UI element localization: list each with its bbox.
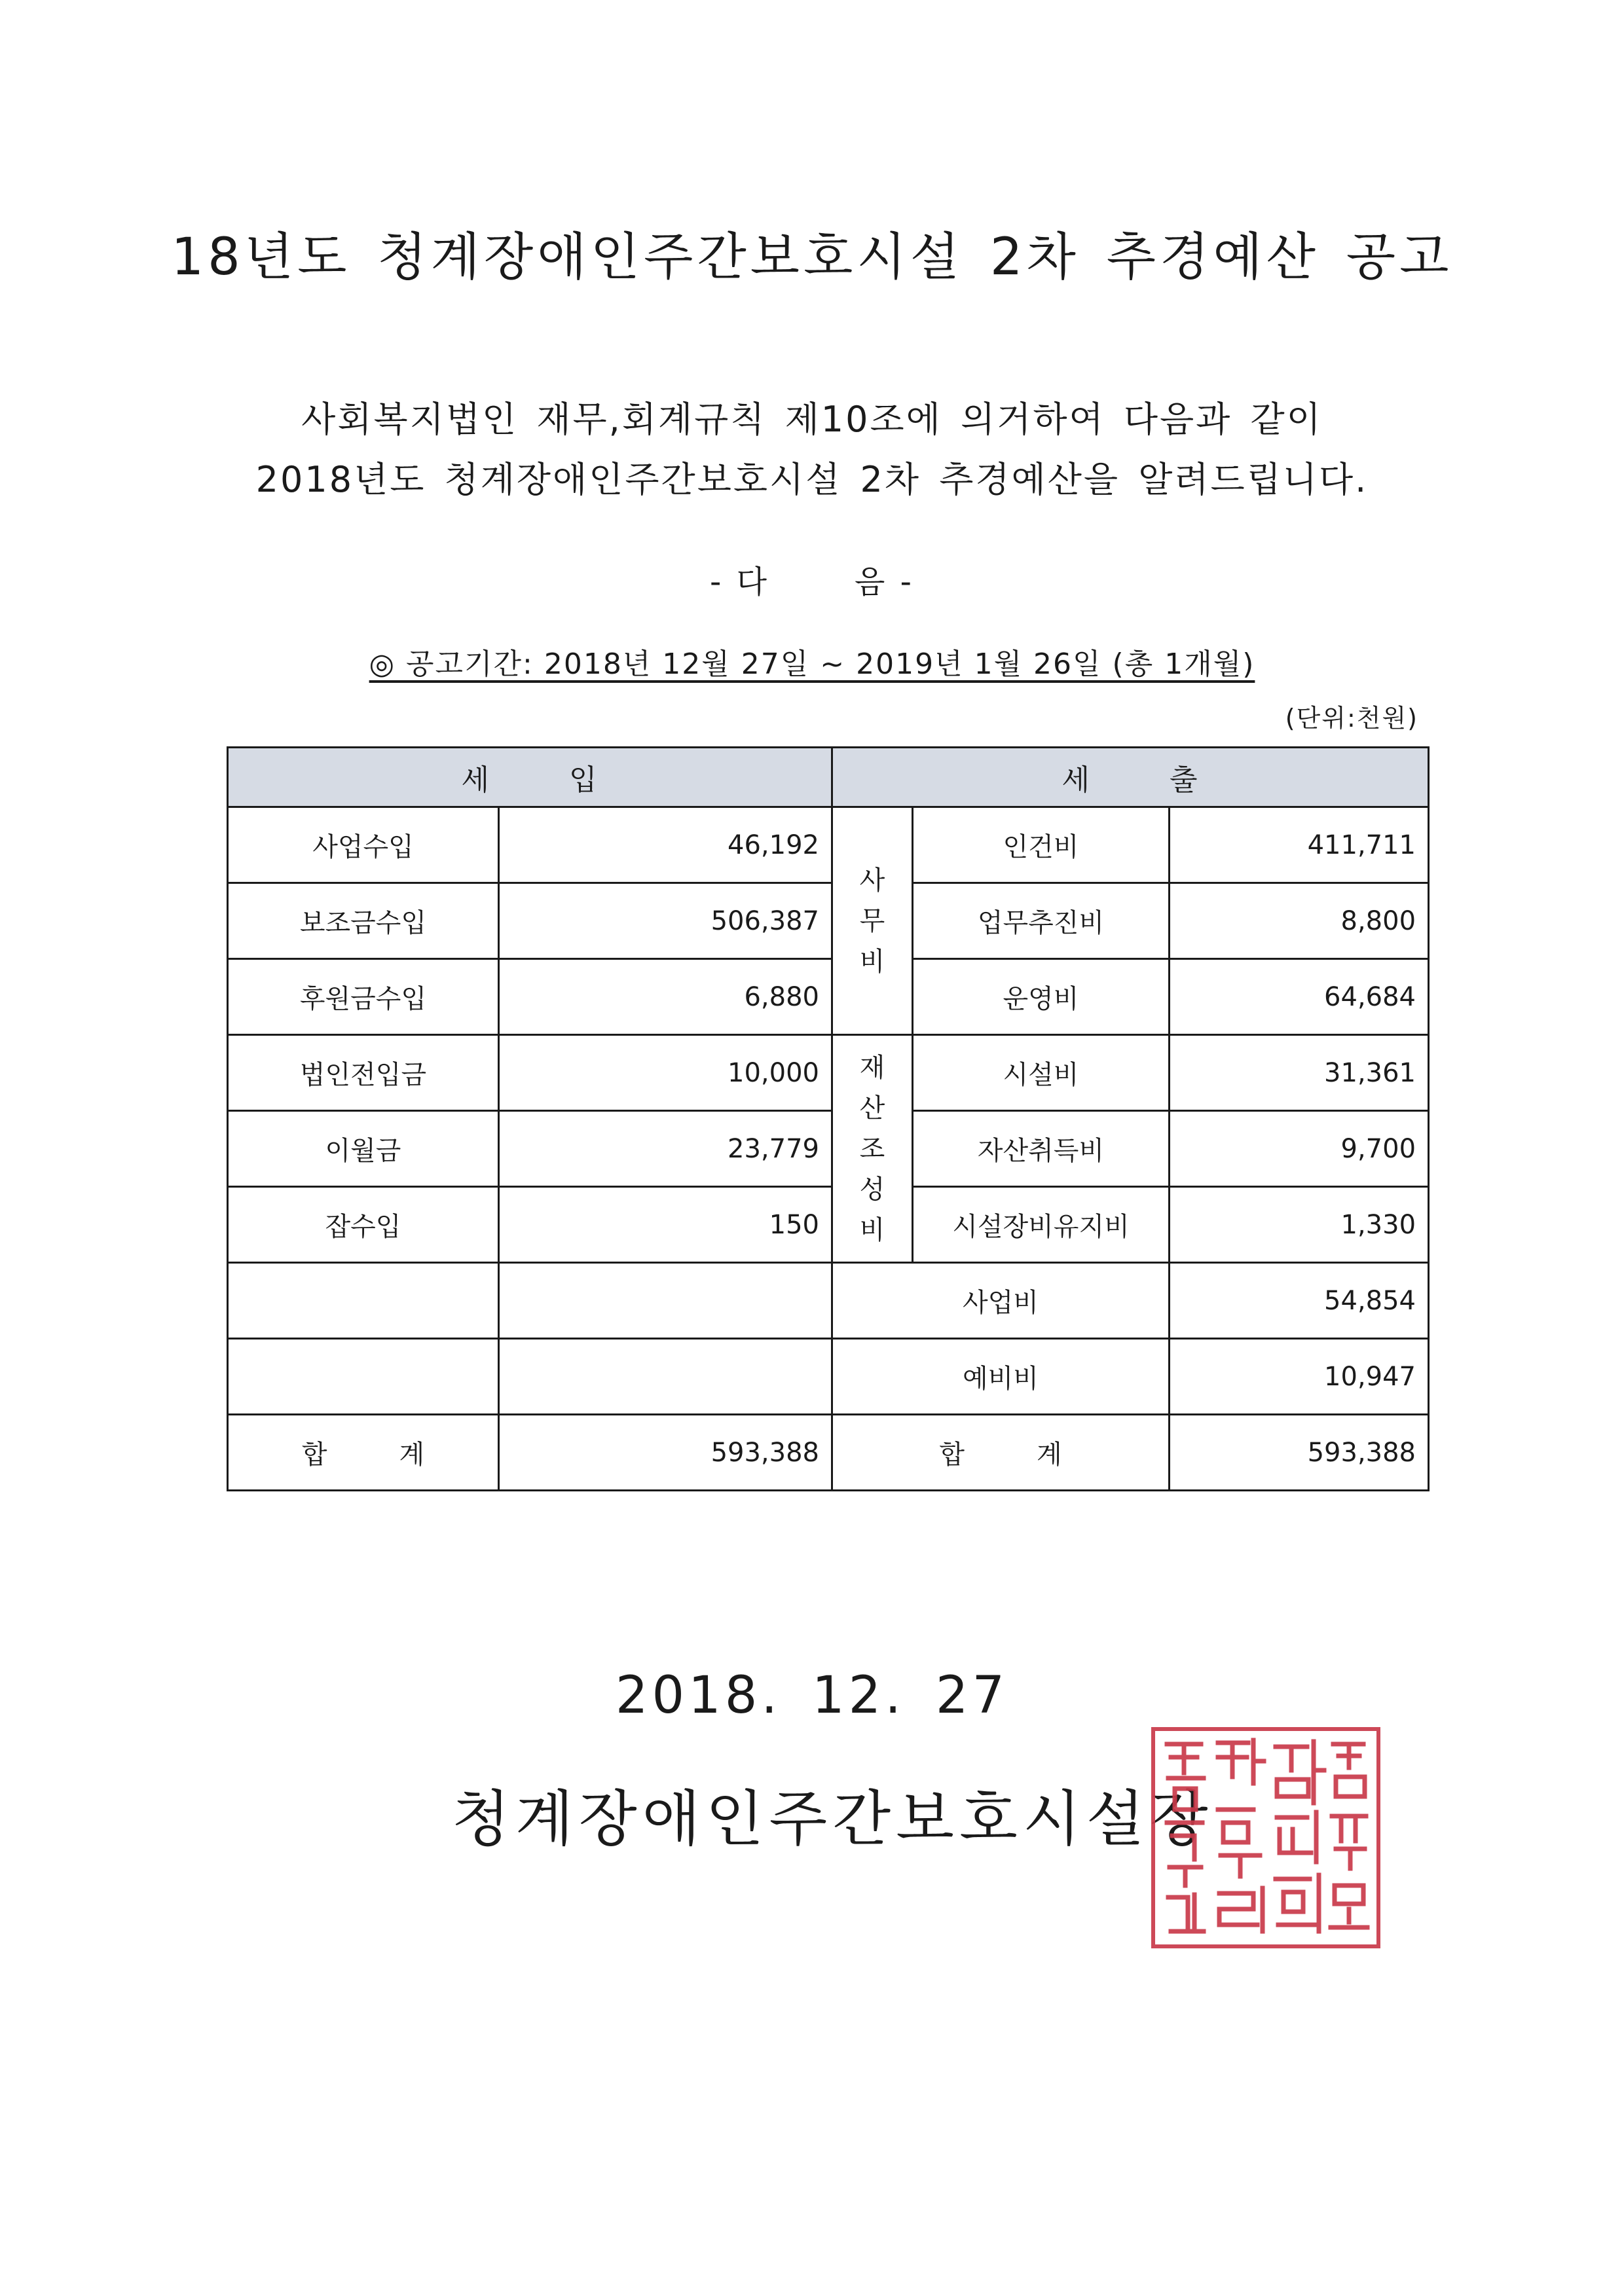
official-seal xyxy=(1151,1727,1380,1948)
notice-period xyxy=(0,640,1624,682)
table-header-row xyxy=(228,748,1429,807)
divider-right: 음 - xyxy=(855,564,914,600)
income-header-b: 입 xyxy=(569,763,599,797)
expense-value: 411,711 xyxy=(1170,807,1429,883)
income-header-a: 세 xyxy=(461,763,490,797)
table-row xyxy=(228,959,1429,1035)
expense-value: 64,684 xyxy=(1170,959,1429,1035)
total-label-b: 계 xyxy=(1037,1440,1062,1470)
signatory: 청계장애인주간보호시설장 xyxy=(452,1784,1213,1854)
expense-value: 9,700 xyxy=(1170,1111,1429,1187)
expense-header-a: 세 xyxy=(1061,763,1091,797)
expense-value: 8,800 xyxy=(1170,883,1429,959)
notice-date: 2018. 12. 27 xyxy=(615,1666,1009,1725)
divider-left: - 다 xyxy=(710,564,769,600)
office-group-char: 사 xyxy=(859,865,885,896)
expense-value: 10,947 xyxy=(1170,1339,1429,1415)
empty-cell xyxy=(228,1339,499,1415)
income-total-value: 593,388 xyxy=(499,1415,832,1491)
asset-expense-group xyxy=(832,1035,913,1263)
expense-total-label xyxy=(832,1415,1170,1491)
seal-glyphs xyxy=(1155,1731,1376,1944)
income-value: 506,387 xyxy=(499,883,832,959)
total-row xyxy=(228,1415,1429,1491)
income-value: 150 xyxy=(499,1187,832,1263)
expense-total-value: 593,388 xyxy=(1170,1415,1429,1491)
income-label: 사업수입 xyxy=(228,807,499,883)
expense-header-b: 출 xyxy=(1170,763,1199,797)
total-label-a: 합 xyxy=(301,1440,327,1470)
expense-value: 54,854 xyxy=(1170,1263,1429,1339)
income-value: 10,000 xyxy=(499,1035,832,1111)
income-label: 후원금수입 xyxy=(228,959,499,1035)
expense-value: 1,330 xyxy=(1170,1187,1429,1263)
unit-note: (단위:천원) xyxy=(1285,704,1418,733)
income-label: 보조금수입 xyxy=(228,883,499,959)
asset-group-char: 산 xyxy=(859,1093,885,1123)
empty-cell xyxy=(228,1263,499,1339)
office-group-char: 비 xyxy=(859,946,885,977)
asset-group-char: 조 xyxy=(859,1133,885,1164)
office-group-char: 무 xyxy=(859,905,885,936)
income-label: 법인전입금 xyxy=(228,1035,499,1111)
table-row xyxy=(228,883,1429,959)
income-total-label xyxy=(228,1415,499,1491)
expense-label: 운영비 xyxy=(913,959,1170,1035)
expense-label: 업무추진비 xyxy=(913,883,1170,959)
asset-group-char: 성 xyxy=(859,1174,885,1205)
table-row xyxy=(228,1339,1429,1415)
table-row xyxy=(228,1035,1429,1111)
asset-group-char: 재 xyxy=(859,1052,885,1083)
expense-label: 인건비 xyxy=(913,807,1170,883)
expense-value: 31,361 xyxy=(1170,1035,1429,1111)
intro-line-2: 2018년도 청계장애인주간보호시설 2차 추경예산을 알려드립니다. xyxy=(255,459,1369,500)
budget-table xyxy=(227,746,1430,1491)
expense-label: 자산취득비 xyxy=(913,1111,1170,1187)
income-label: 이월금 xyxy=(228,1111,499,1187)
total-label-b: 계 xyxy=(399,1440,425,1470)
income-header xyxy=(228,748,832,807)
table-row xyxy=(228,1187,1429,1263)
income-label: 잡수입 xyxy=(228,1187,499,1263)
page-title: 18년도 청계장애인주간보호시설 2차 추경예산 공고 xyxy=(171,228,1453,287)
expense-label: 사업비 xyxy=(832,1263,1170,1339)
office-expense-group xyxy=(832,807,913,1035)
section-divider xyxy=(0,556,1624,602)
income-value: 23,779 xyxy=(499,1111,832,1187)
asset-group-char: 비 xyxy=(859,1214,885,1245)
total-label-a: 합 xyxy=(939,1440,965,1470)
expense-label: 시설비 xyxy=(913,1035,1170,1111)
table-row xyxy=(228,1111,1429,1187)
income-value: 6,880 xyxy=(499,959,832,1035)
expense-label: 예비비 xyxy=(832,1339,1170,1415)
table-row xyxy=(228,1263,1429,1339)
empty-cell xyxy=(499,1339,832,1415)
notice-period-text: ◎ 공고기간: 2018년 12월 27일 ~ 2019년 1월 26일 (총 1개월) xyxy=(369,647,1255,681)
intro-line-1: 사회복지법인 재무,회계규칙 제10조에 의거하여 다음과 같이 xyxy=(301,399,1323,440)
empty-cell xyxy=(499,1263,832,1339)
income-value: 46,192 xyxy=(499,807,832,883)
expense-label: 시설장비유지비 xyxy=(913,1187,1170,1263)
table-row xyxy=(228,807,1429,883)
expense-header xyxy=(832,748,1429,807)
